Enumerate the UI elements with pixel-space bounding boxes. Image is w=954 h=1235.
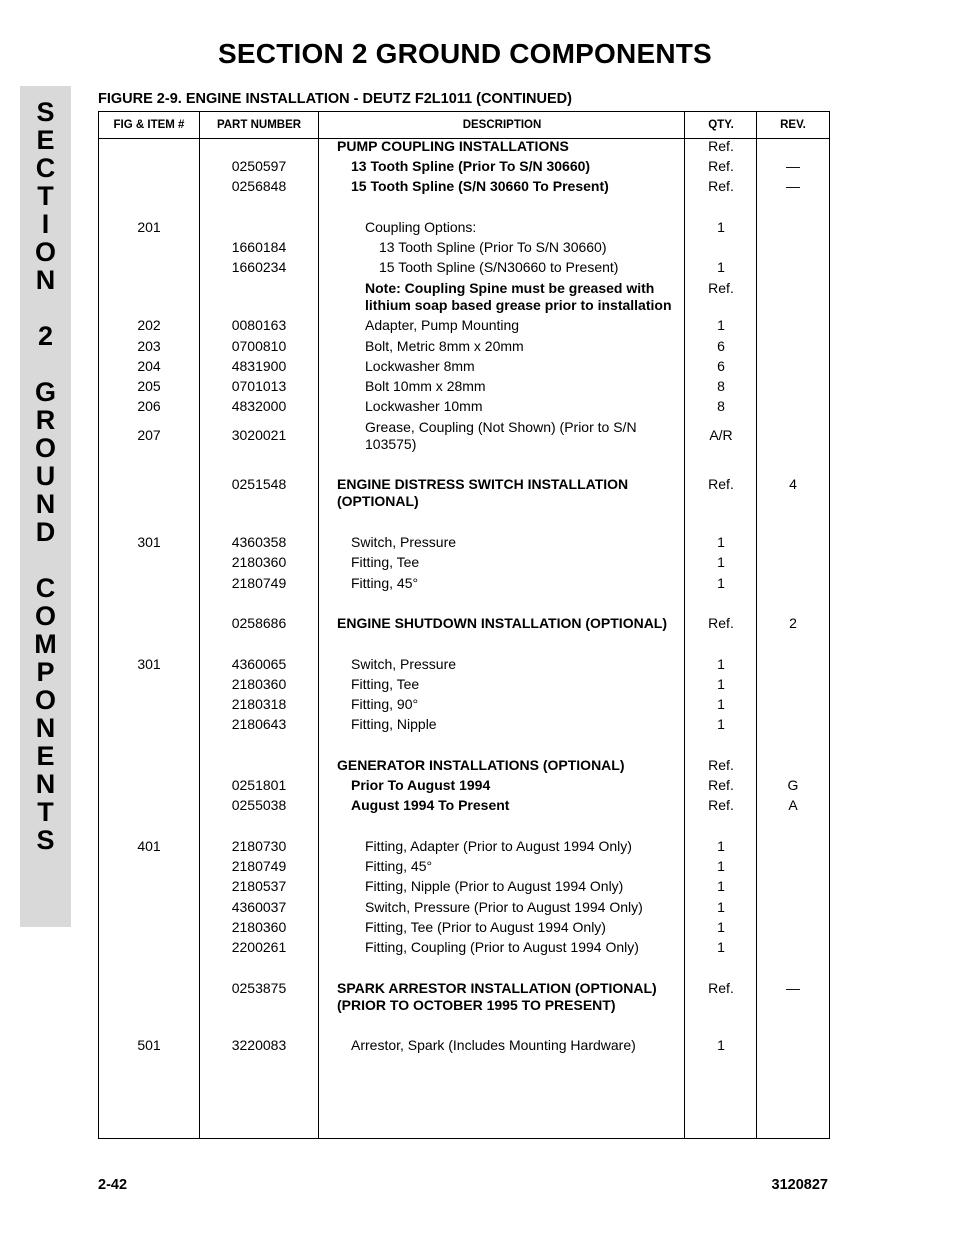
description: Fitting, 45° bbox=[365, 858, 433, 874]
quantity: 6 bbox=[717, 338, 725, 354]
description: SPARK ARRESTOR INSTALLATION (OPTIONAL) bbox=[337, 980, 657, 996]
side-tab-letter: S bbox=[36, 97, 55, 127]
part-number: 0253875 bbox=[231, 980, 287, 996]
description: 15 Tooth Spline (S/N 30660 To Present) bbox=[351, 178, 609, 194]
header-part-number: PART NUMBER bbox=[216, 119, 302, 131]
item-number: 203 bbox=[137, 338, 161, 354]
quantity: 1 bbox=[717, 534, 725, 550]
item-number: 501 bbox=[137, 1037, 161, 1053]
part-number: 3220083 bbox=[231, 1037, 287, 1053]
description: Fitting, Nipple (Prior to August 1994 Only) bbox=[365, 878, 624, 894]
part-number: 2180749 bbox=[231, 575, 287, 591]
document-number: 3120827 bbox=[771, 1177, 828, 1193]
side-tab-letter: E bbox=[36, 125, 55, 155]
quantity: 1 bbox=[717, 939, 725, 955]
quantity: 1 bbox=[717, 554, 725, 570]
quantity: Ref. bbox=[708, 280, 734, 296]
description: 15 Tooth Spline (S/N30660 to Present) bbox=[379, 259, 619, 275]
description: Fitting, Adapter (Prior to August 1994 Only) bbox=[365, 838, 632, 854]
quantity: 1 bbox=[717, 317, 725, 333]
part-number: 2180537 bbox=[231, 878, 287, 894]
side-tab-letter: G bbox=[34, 377, 56, 407]
quantity: Ref. bbox=[708, 615, 734, 631]
page-number: 2-42 bbox=[98, 1177, 128, 1193]
part-number: 0250597 bbox=[231, 158, 287, 174]
revision: A bbox=[788, 797, 798, 813]
figure-title: FIGURE 2-9. ENGINE INSTALLATION - DEUTZ F2L1011 (CONTINUED) bbox=[98, 91, 572, 107]
item-number: 207 bbox=[137, 427, 161, 443]
side-tab-letter: N bbox=[35, 265, 56, 295]
quantity: 8 bbox=[717, 398, 725, 414]
side-tab-letter: S bbox=[36, 825, 55, 855]
description: GENERATOR INSTALLATIONS (OPTIONAL) bbox=[337, 757, 625, 773]
quantity: A/R bbox=[709, 427, 733, 443]
description: Bolt, Metric 8mm x 20mm bbox=[365, 338, 524, 354]
part-number: 2200261 bbox=[231, 939, 287, 955]
item-number: 202 bbox=[137, 317, 161, 333]
description: Coupling Options: bbox=[365, 219, 477, 235]
side-tab-letter: P bbox=[36, 657, 55, 687]
revision: — bbox=[786, 178, 800, 194]
parts-table bbox=[98, 111, 830, 1139]
side-tab-letter: U bbox=[35, 461, 56, 491]
item-number: 401 bbox=[137, 838, 161, 854]
quantity: 1 bbox=[717, 676, 725, 692]
quantity: Ref. bbox=[708, 777, 734, 793]
description: Fitting, Nipple bbox=[351, 716, 437, 732]
part-number: 0258686 bbox=[231, 615, 287, 631]
header-rev: REV. bbox=[780, 119, 806, 131]
quantity: Ref. bbox=[708, 476, 734, 492]
description: ENGINE SHUTDOWN INSTALLATION (OPTIONAL) bbox=[337, 615, 668, 631]
side-tab-letter: C bbox=[35, 153, 56, 183]
part-number: 2180643 bbox=[231, 716, 287, 732]
part-number: 0080163 bbox=[231, 317, 287, 333]
item-number: 205 bbox=[137, 378, 161, 394]
part-number: 3020021 bbox=[231, 427, 287, 443]
description: Fitting, Tee bbox=[351, 554, 420, 570]
quantity: 1 bbox=[717, 838, 725, 854]
description-line-2: (OPTIONAL) bbox=[337, 493, 419, 509]
part-number: 1660184 bbox=[231, 239, 287, 255]
description: Switch, Pressure (Prior to August 1994 Only) bbox=[365, 899, 643, 915]
part-number: 0700810 bbox=[231, 338, 287, 354]
part-number: 0256848 bbox=[231, 178, 287, 194]
revision: — bbox=[786, 158, 800, 174]
part-number: 2180360 bbox=[231, 676, 287, 692]
side-tab-letter: T bbox=[37, 797, 54, 827]
side-tab-letter: E bbox=[36, 741, 55, 771]
quantity: 1 bbox=[717, 899, 725, 915]
revision: G bbox=[787, 777, 799, 793]
description: Prior To August 1994 bbox=[351, 777, 491, 793]
item-number: 301 bbox=[137, 534, 161, 550]
part-number: 0251548 bbox=[231, 476, 287, 492]
quantity: 1 bbox=[717, 219, 725, 235]
side-tab-letter: M bbox=[34, 629, 57, 659]
description: Switch, Pressure bbox=[351, 656, 457, 672]
quantity: 1 bbox=[717, 1037, 725, 1053]
item-number: 201 bbox=[137, 219, 161, 235]
description: Switch, Pressure bbox=[351, 534, 457, 550]
part-number: 2180360 bbox=[231, 554, 287, 570]
part-number: 0255038 bbox=[231, 797, 287, 813]
side-tab-letter: T bbox=[37, 181, 54, 211]
description: ENGINE DISTRESS SWITCH INSTALLATION bbox=[337, 476, 629, 492]
header-item: FIG & ITEM # bbox=[113, 119, 185, 131]
part-number: 4360358 bbox=[231, 534, 287, 550]
description: Fitting, 45° bbox=[351, 575, 419, 591]
side-tab-letter: C bbox=[35, 573, 56, 603]
part-number: 4831900 bbox=[231, 358, 287, 374]
side-tab-letter: O bbox=[34, 237, 56, 267]
side-tab-letter: D bbox=[35, 517, 56, 547]
description-line-2: 103575) bbox=[365, 436, 417, 452]
revision: 4 bbox=[789, 476, 797, 492]
part-number: 0701013 bbox=[231, 378, 287, 394]
quantity: 1 bbox=[717, 919, 725, 935]
description: 13 Tooth Spline (Prior To S/N 30660) bbox=[379, 239, 607, 255]
side-tab-letter: 2 bbox=[37, 321, 54, 351]
description: Grease, Coupling (Not Shown) (Prior to S/N bbox=[365, 419, 637, 435]
part-number: 4360065 bbox=[231, 656, 287, 672]
quantity: 8 bbox=[717, 378, 725, 394]
quantity: Ref. bbox=[708, 757, 734, 773]
description: Fitting, 90° bbox=[351, 696, 419, 712]
description: August 1994 To Present bbox=[351, 797, 510, 813]
quantity: Ref. bbox=[708, 138, 734, 154]
description: Bolt 10mm x 28mm bbox=[365, 378, 486, 394]
quantity: Ref. bbox=[708, 178, 734, 194]
side-tab-letter: N bbox=[35, 713, 56, 743]
header-qty: QTY. bbox=[708, 119, 734, 131]
item-number: 206 bbox=[137, 398, 161, 414]
revision: — bbox=[786, 980, 800, 996]
description-line-2: (PRIOR TO OCTOBER 1995 TO PRESENT) bbox=[337, 997, 616, 1013]
part-number: 2180360 bbox=[231, 919, 287, 935]
side-tab-letter: O bbox=[34, 685, 56, 715]
item-number: 301 bbox=[137, 656, 161, 672]
revision: 2 bbox=[789, 615, 797, 631]
description: Fitting, Tee (Prior to August 1994 Only) bbox=[365, 919, 606, 935]
quantity: 1 bbox=[717, 575, 725, 591]
description: Fitting, Tee bbox=[351, 676, 420, 692]
description: Lockwasher 10mm bbox=[365, 398, 483, 414]
part-number: 2180318 bbox=[231, 696, 287, 712]
description: 13 Tooth Spline (Prior To S/N 30660) bbox=[351, 158, 591, 174]
description: Note: Coupling Spine must be greased with bbox=[365, 280, 655, 296]
description: Arrestor, Spark (Includes Mounting Hardware) bbox=[351, 1037, 636, 1053]
quantity: Ref. bbox=[708, 980, 734, 996]
description: PUMP COUPLING INSTALLATIONS bbox=[337, 138, 569, 154]
part-number: 4832000 bbox=[231, 398, 287, 414]
side-tab-letter: O bbox=[34, 433, 56, 463]
section-title: SECTION 2 GROUND COMPONENTS bbox=[218, 38, 712, 69]
section-side-tab bbox=[20, 86, 71, 927]
header-description: DESCRIPTION bbox=[462, 119, 542, 131]
quantity: 6 bbox=[717, 358, 725, 374]
part-number: 0251801 bbox=[231, 777, 287, 793]
side-tab-letter: O bbox=[34, 601, 56, 631]
quantity: Ref. bbox=[708, 797, 734, 813]
quantity: 1 bbox=[717, 259, 725, 275]
quantity: 1 bbox=[717, 858, 725, 874]
item-number: 204 bbox=[137, 358, 161, 374]
part-number: 1660234 bbox=[231, 259, 287, 275]
description: Lockwasher 8mm bbox=[365, 358, 475, 374]
quantity: 1 bbox=[717, 696, 725, 712]
side-tab-letter: N bbox=[35, 769, 56, 799]
side-tab-letter: N bbox=[35, 489, 56, 519]
quantity: 1 bbox=[717, 878, 725, 894]
part-number: 2180749 bbox=[231, 858, 287, 874]
quantity: 1 bbox=[717, 656, 725, 672]
part-number: 2180730 bbox=[231, 838, 287, 854]
description: Adapter, Pump Mounting bbox=[365, 317, 520, 333]
quantity: Ref. bbox=[708, 158, 734, 174]
side-tab-letter: I bbox=[41, 209, 50, 239]
description: Fitting, Coupling (Prior to August 1994 Only) bbox=[365, 939, 639, 955]
part-number: 4360037 bbox=[231, 899, 287, 915]
quantity: 1 bbox=[717, 716, 725, 732]
description-line-2: lithium soap based grease prior to installation bbox=[365, 297, 672, 313]
side-tab-letter: R bbox=[35, 405, 56, 435]
